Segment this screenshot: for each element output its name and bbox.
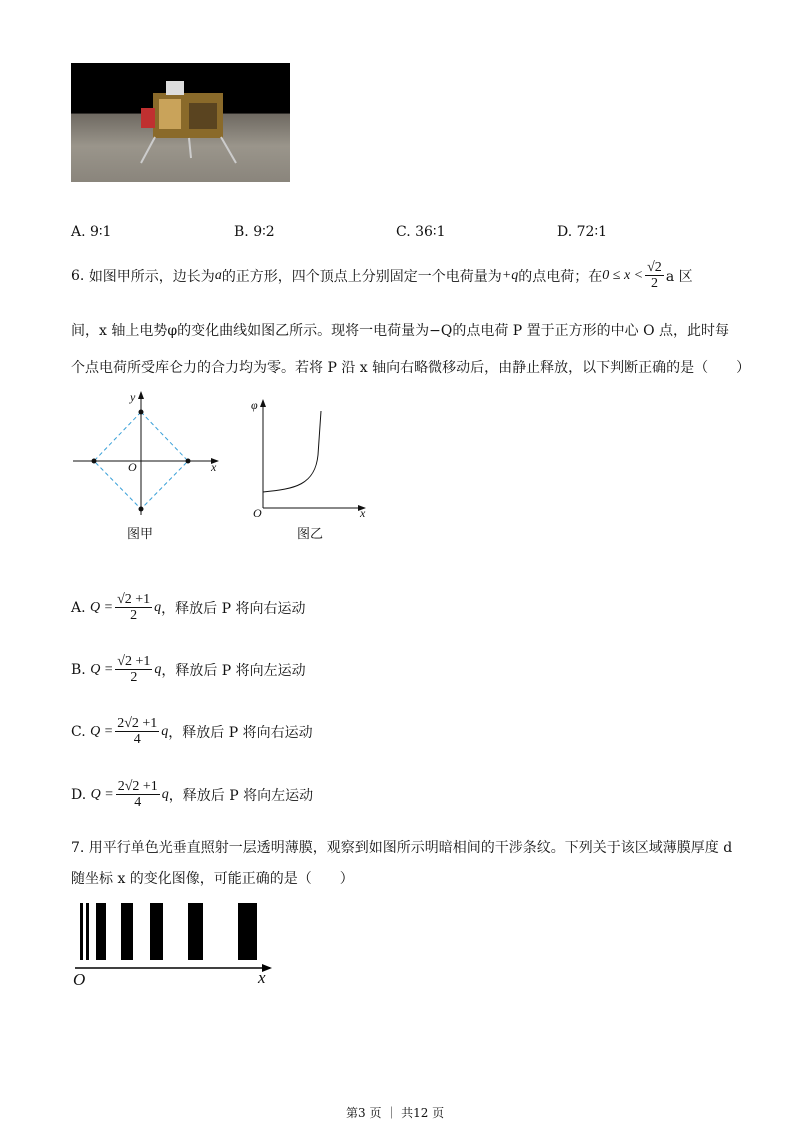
fringe: [150, 903, 163, 960]
q6-text-c: 的点电荷；在: [518, 268, 603, 285]
fig2-x-label: x: [360, 506, 366, 520]
option-label: B.: [71, 661, 86, 678]
option-label: A.: [71, 599, 86, 616]
fig2-y-label: φ: [251, 398, 258, 412]
option-q: q: [161, 786, 169, 802]
fig1-caption: 图甲: [127, 527, 154, 542]
q6-option-c[interactable]: [71, 716, 313, 748]
charge-dot: [186, 459, 191, 464]
q6-var-a: a: [214, 267, 222, 283]
q7-line2: 随坐标 x 的变化图像，可能正确的是（ ）: [71, 871, 354, 887]
option-text: ，释放后 P 将向左运动: [168, 787, 314, 804]
fraction-numerator: √2 +1: [117, 592, 151, 607]
fringe: [238, 903, 257, 960]
q6-option-d[interactable]: [71, 779, 313, 811]
figure-yi: [263, 400, 365, 508]
option-label: C.: [71, 723, 86, 740]
q6-line2: 间，x 轴上电势φ的变化曲线如图乙所示。现将一电荷量为−Q的点电荷 P 置于正方形的中心 O 点，此时每: [71, 323, 730, 339]
q6-option-a[interactable]: [71, 592, 306, 624]
page-footer: 第3 页 ｜ 共12 页: [346, 1106, 445, 1120]
fig2-caption: 图乙: [297, 527, 324, 542]
fringe: [80, 903, 83, 960]
option-label: D.: [71, 786, 87, 803]
option-q: q: [161, 723, 169, 739]
fraction-numerator: 2√2 +1: [117, 779, 158, 794]
fig1-x-label: x: [211, 460, 217, 474]
fig1-y-label: y: [130, 390, 136, 404]
q7-x-label: x: [258, 968, 266, 987]
option-lhs: Q =: [90, 661, 114, 677]
fig2-origin: O: [253, 506, 262, 520]
q6-line1: [71, 260, 693, 292]
fraction-denominator: 2: [130, 608, 138, 624]
q6-text-b: 的正方形，四个顶点上分别固定一个电荷量为: [221, 268, 502, 285]
q5-option-a[interactable]: A. 9∶1: [71, 224, 112, 240]
option-text: ，释放后 P 将向左运动: [161, 662, 306, 679]
lunar-lander-photo: [71, 63, 290, 182]
fringe: [188, 903, 203, 960]
fraction-denominator: 4: [133, 732, 141, 748]
charge-dot: [92, 459, 97, 464]
option-text: ，释放后 P 将向右运动: [161, 600, 306, 617]
q6-option-b[interactable]: [71, 654, 306, 686]
q6-text-a: 如图甲所示，边长为: [88, 268, 215, 285]
fig1-origin: O: [128, 460, 137, 474]
q7-line1: 7. 用平行单色光垂直照射一层透明薄膜，观察到如图所示明暗相间的干涉条纹。下列关于该区域薄膜厚度 d: [71, 840, 733, 856]
figure-jia: [73, 392, 218, 515]
fraction-denominator: 2: [650, 276, 658, 292]
q6-inequality: 0 ≤ x <: [602, 267, 644, 283]
option-q: q: [154, 599, 162, 615]
q6-number: 6.: [71, 267, 85, 284]
fringe: [121, 903, 133, 960]
q6-line3: 个点电荷所受库仑力的合力均为零。若将 P 沿 x 轴向右略微移动后，由静止释放，以下判断正确的是（ ）: [71, 360, 751, 376]
q5-option-d[interactable]: D. 72∶1: [557, 224, 607, 240]
option-lhs: Q =: [90, 599, 114, 615]
q7-origin: O: [73, 970, 86, 989]
fraction-denominator: 2: [130, 670, 138, 686]
option-lhs: Q =: [90, 786, 114, 802]
fraction-numerator: √2 +1: [117, 654, 151, 669]
fraction-numerator: 2√2 +1: [117, 716, 158, 731]
fringe: [96, 903, 106, 960]
q6-figures: [0, 385, 400, 545]
potential-curve: [263, 411, 321, 492]
interference-fringes-figure: [70, 898, 280, 978]
fraction-numerator: √2: [647, 260, 662, 275]
option-lhs: Q =: [90, 723, 114, 739]
option-q: q: [154, 661, 162, 677]
lander-illustration: [71, 63, 290, 182]
q6-charge: +q: [501, 267, 519, 283]
q5-option-b[interactable]: B. 9∶2: [234, 224, 275, 240]
q5-option-c[interactable]: C. 36∶1: [396, 224, 446, 240]
charge-dot: [139, 410, 144, 415]
fraction-denominator: 4: [134, 795, 142, 811]
fringe: [86, 903, 89, 960]
q6-text-d: a 区: [665, 268, 693, 285]
charge-dot: [139, 507, 144, 512]
q6-fraction: [645, 260, 664, 292]
option-text: ，释放后 P 将向右运动: [168, 724, 313, 741]
